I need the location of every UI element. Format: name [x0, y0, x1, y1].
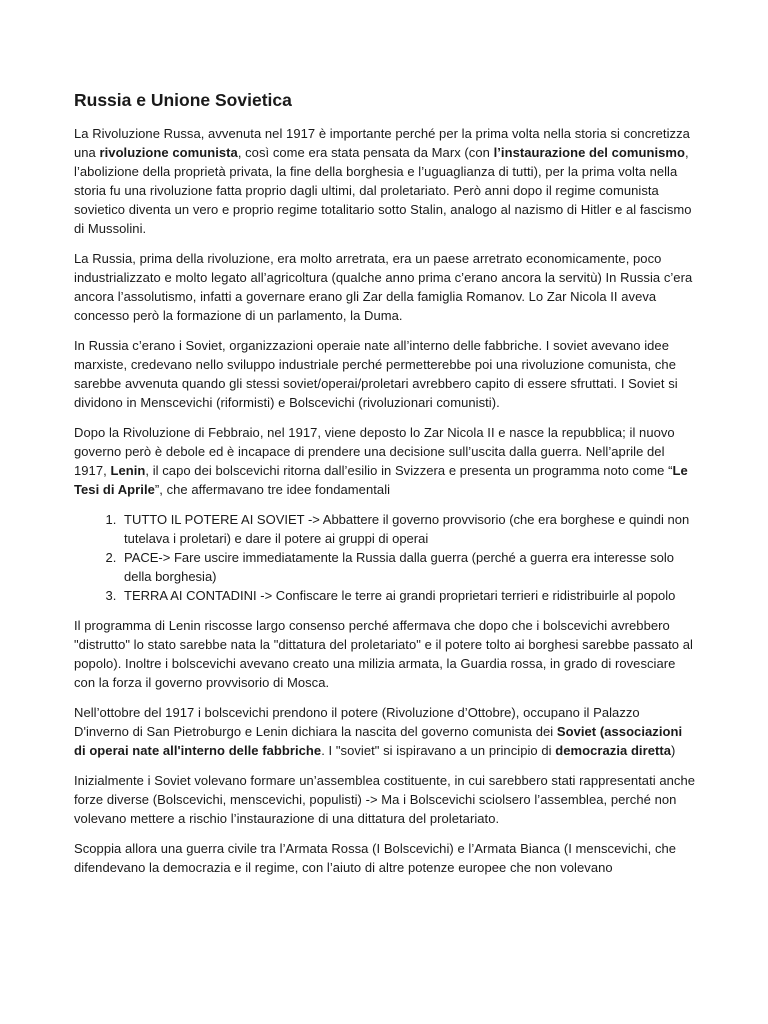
- list-item: 3. TERRA AI CONTADINI -> Confiscare le terre ai grandi proprietari terrieri e ridistribuirle al popolo: [120, 586, 696, 605]
- paragraph-civil-war: Scoppia allora una guerra civile tra l’Armata Rossa (I Bolscevichi) e l’Armata Bianca (I menscevichi, che difendevano la democrazia e il regime, con l’aiuto di altre potenze europee che non volevano: [74, 841, 677, 875]
- paragraph-soviet: In Russia c’erano i Soviet, organizzazioni operaie nate all’interno delle fabbriche. I soviet avevano idee marxiste, credevano nello sviluppo industriale perché permetterebbe poi una rivoluzione comunista, che sarebbe avvenuta quando gli stessi soviet/operai/proletari avrebbero capito di essere sfruttati. I Soviet si dividono in Menscevichi (riformisti) e Bolscevichi (rivoluzionari comunisti).: [74, 338, 678, 410]
- list-item: 2. PACE-> Fare uscire immediatamente la Russia dalla guerra (perché a guerra era interesse solo della borghesia): [120, 548, 696, 586]
- paragraph-october-revolution: Nell’ottobre del 1917 i bolscevichi prendono il potere (Rivoluzione d’Ottobre), occupano il Palazzo D'inverno di San Pietroburgo e Lenin dichiara la nascita del governo comunista dei Soviet (associazioni di operai nate all'interno delle fabbriche. I "soviet" si ispiravano a un principio di democrazia diretta): [74, 705, 683, 758]
- april-theses-list: [74, 510, 696, 605]
- page-title: Russia e Unione Sovietica: [74, 90, 292, 110]
- paragraph-intro: La Rivoluzione Russa, avvenuta nel 1917 è importante perché per la prima volta nella storia si concretizza una rivoluzione comunista, così come era stata pensata da Marx (con l’instaurazione del comunismo, l’abolizione della proprietà privata, la fine della borghesia e l’uguaglianza di tutti), per la prima volta nella storia fu una rivoluzione fatta proprio dagli ultimi, dal proletariato. Però anni dopo il regime comunista sovietico diventa un vero e proprio regime totalitario sotto Stalin, analogo al nazismo di Hitler e al fascismo di Mussolini.: [74, 126, 692, 236]
- paragraph-february-revolution: Dopo la Rivoluzione di Febbraio, nel 1917, viene deposto lo Zar Nicola II e nasce la repubblica; il nuovo governo però è debole ed è incapace di prendere una decisione sull’uscita dalla guerra. Nell’aprile del 1917, Lenin, il capo dei bolscevichi ritorna dall’esilio in Svizzera e presenta un programma noto come “Le Tesi di Aprile”, che affermavano tre idee fondamentali: [74, 425, 688, 497]
- paragraph-constituent-assembly: Inizialmente i Soviet volevano formare un’assemblea costituente, in cui sarebbero stati rappresentati anche forze diverse (Bolscevichi, menscevichi, populisti) -> Ma i Bolscevichi sciolsero l’assemblea, perché non volevano mettere a rischio l’instaurazione di una dittatura del proletariato.: [74, 773, 696, 826]
- paragraph-russia-before: La Russia, prima della rivoluzione, era molto arretrata, era un paese arretrato economicamente, poco industrializzato e molto legato all’agricoltura (qualche anno prima c’erano ancora la servitù) In Russia c’era ancora l’assolutismo, infatti a governare erano gli Zar della famiglia Romanov. Lo Zar Nicola II aveva concesso però la formazione di un parlamento, la Duma.: [74, 251, 693, 323]
- list-item: 1. TUTTO IL POTERE AI SOVIET -> Abbattere il governo provvisorio (che era borghese e quindi non tutelava i proletari) e dare il potere ai gruppi di operai: [120, 510, 696, 548]
- paragraph-lenin-program: Il programma di Lenin riscosse largo consenso perché affermava che dopo che i bolscevichi avrebbero "distrutto" lo stato sarebbe nata la "dittatura del proletariato" e il potere tolto ai borghesi sarebbe passato al popolo). Inoltre i bolscevichi avevano creato una milizia armata, la Guardia rossa, in grado di rovesciare con la forza il governo provvisorio di Mosca.: [74, 618, 693, 690]
